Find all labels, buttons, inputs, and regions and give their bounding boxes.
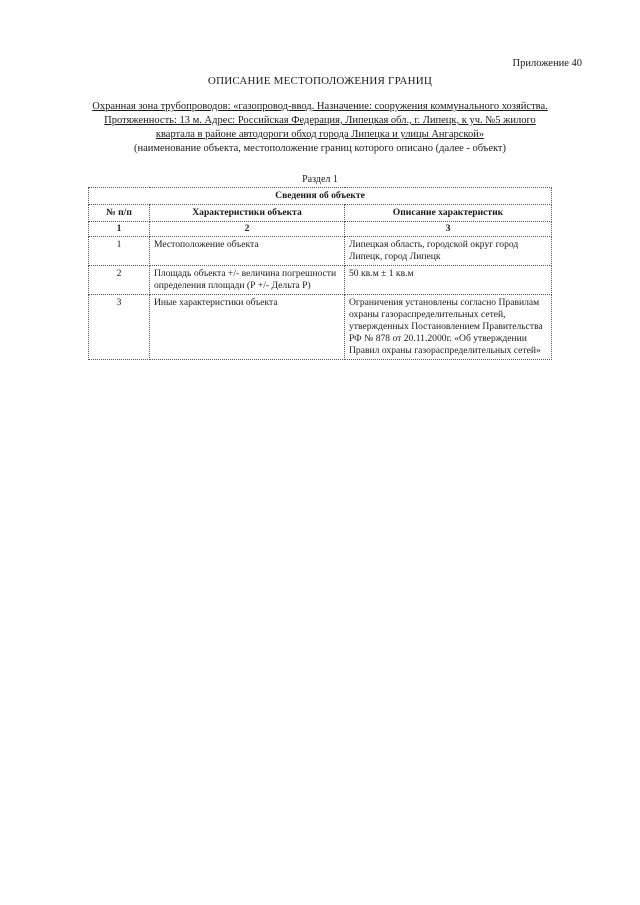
column-number-2: 2 — [150, 222, 345, 237]
row-value: 50 кв.м ± 1 кв.м — [345, 266, 552, 295]
row-number: 3 — [89, 295, 150, 360]
row-number: 1 — [89, 237, 150, 266]
table-title: Сведения об объекте — [89, 188, 552, 205]
column-header-number: № п/п — [89, 205, 150, 222]
row-value: Ограничения установлены согласно Правилам охраны газораспределительных сетей, утвержденных Постановлением Правительства РФ № 878 от 20.11.2000г. «Об утверждении Правил охраны газораспределительных сетей» — [345, 295, 552, 360]
section-label: Раздел 1 — [302, 174, 338, 185]
column-number-3: 3 — [345, 222, 552, 237]
table-row — [89, 237, 552, 266]
column-number-1: 1 — [89, 222, 150, 237]
table-title-row — [89, 188, 552, 205]
appendix-number: Приложение 40 — [512, 58, 582, 69]
row-value: Липецкая область, городской округ город Липецк, город Липецк — [345, 237, 552, 266]
table-row — [89, 295, 552, 360]
column-number-row — [89, 222, 552, 237]
row-number: 2 — [89, 266, 150, 295]
table-header-row — [89, 205, 552, 222]
column-header-characteristic: Характеристики объекта — [150, 205, 345, 222]
object-description: Охранная зона трубопроводов: «газопровод-ввод. Назначение: сооружения коммунального хозяйства. Протяженность: 13 м. Адрес: Российская Федерация, Липецкая обл., г. Липецк, к уч. №5 жилого квартала в районе автодороги обход города Липецка и улицы Ангарской» — [92, 101, 548, 140]
row-characteristic: Местоположение объекта — [150, 237, 345, 266]
object-description-block — [88, 100, 552, 156]
row-characteristic: Площадь объекта +/- величина погрешности определения площади (Р +/- Дельта Р) — [150, 266, 345, 295]
object-info-table — [88, 187, 552, 360]
document-title: ОПИСАНИЕ МЕСТОПОЛОЖЕНИЯ ГРАНИЦ — [207, 75, 433, 87]
object-caption: (наименование объекта, местоположение границ которого описано (далее - объект) — [133, 143, 507, 154]
table-row — [89, 266, 552, 295]
column-header-description: Описание характеристик — [345, 205, 552, 222]
row-characteristic: Иные характеристики объекта — [150, 295, 345, 360]
